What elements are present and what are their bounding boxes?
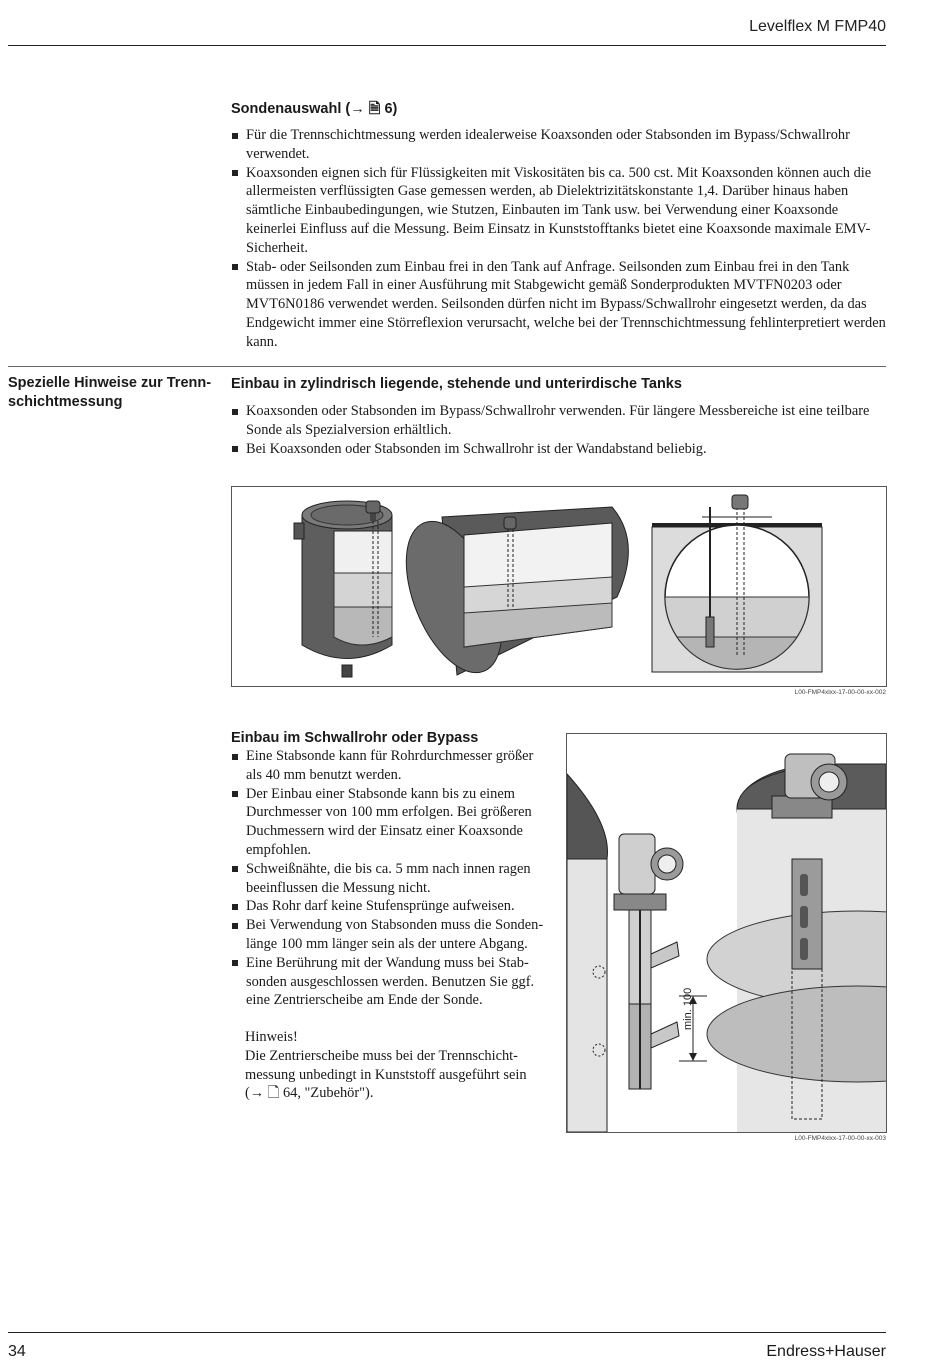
bypass-installation-figure — [566, 733, 887, 1133]
note-reference: (→ 🗋 64, "Zubehör"). — [245, 1085, 374, 1102]
document-title: Levelflex M FMP40 — [749, 18, 886, 35]
figure-code: L00-FMP4xlxx-17-00-00-xx-003 — [794, 1135, 886, 1142]
list-item: Koaxsonden oder Stabsonden im Bypass/Schwallrohr verwenden. Für längere Messbereiche ist eine teilbare Sonde als Spezialversion erhältlich. — [231, 402, 887, 440]
bypass-tank-drawing — [567, 774, 707, 1132]
underground-tank-drawing — [652, 495, 822, 672]
section-heading-schwallrohr: Einbau im Schwallrohr oder Bypass — [231, 730, 479, 746]
list-item: Eine Stabsonde kann für Rohrdurchmesser größer als 40 mm benutzt werden. — [231, 747, 551, 785]
note-block — [245, 1028, 555, 1103]
figure-code: L00-FMP4xlxx-17-00-00-xx-002 — [794, 689, 886, 696]
note-text: Die Zentrierscheibe muss bei der Trennschicht-messung unbedingt in Kunststoff ausgeführt sein — [245, 1047, 527, 1083]
section-rule — [8, 366, 886, 367]
schwallrohr-list — [231, 747, 551, 1010]
stilling-well-tank-drawing — [707, 754, 886, 1132]
header-rule — [8, 45, 886, 46]
sondenauswahl-list — [231, 126, 887, 352]
list-item: Das Rohr darf keine Stufensprünge aufweisen. — [231, 897, 551, 916]
tank-installation-figure — [231, 486, 887, 687]
list-item: Bei Verwendung von Stabsonden muss die Sonden-länge 100 mm länger sein als der untere Abgang. — [231, 916, 551, 954]
side-heading-trennschicht: Spezielle Hinweise zur Trenn-schichtmessung — [8, 375, 212, 410]
tank-illustration — [232, 487, 886, 686]
note-title: Hinweis! — [245, 1029, 298, 1045]
list-item: Der Einbau einer Stabsonde kann bis zu einem Durchmesser von 100 mm erfolgen. Bei größeren Duchmessern wird der Einsatz einer Koaxsonde empfohlen. — [231, 785, 551, 860]
list-item: Für die Trennschichtmessung werden idealerweise Koaxsonden oder Stabsonden im Bypass/Schwallrohr verwendet. — [231, 126, 887, 164]
vertical-tank-drawing — [294, 501, 392, 677]
section-heading-tanks: Einbau in zylindrisch liegende, stehende und unterirdische Tanks — [231, 376, 682, 392]
dimension-label: min. 100 — [682, 987, 694, 1030]
page-number: 34 — [8, 1343, 26, 1360]
footer-rule — [8, 1332, 886, 1333]
horizontal-tank-drawing — [387, 507, 628, 686]
list-item: Schweißnähte, die bis ca. 5 mm nach innen ragen beeinflussen die Messung nicht. — [231, 860, 551, 898]
section-heading-sondenauswahl: Sondenauswahl (→ 🗎 6) — [231, 101, 398, 117]
brand-name: Endress+Hauser — [766, 1343, 886, 1360]
list-item: Stab- oder Seilsonden zum Einbau frei in den Tank auf Anfrage. Seilsonden zum Einbau frei in den Tank müssen in jedem Fall in einer Ausführung mit Stabgewicht gemäß Sonderprodukten MVTFN0203 oder MVT6N0186 verwendet werden. Seilsonden dürfen nicht im Bypass/Schwallrohr eingesetzt werden, da das Endgewicht immer eine Störreflexion verursacht, welche bei der Trennschichtmessung fehlinterpretiert werden kann. — [231, 258, 887, 352]
list-item: Bei Koaxsonden oder Stabsonden im Schwallrohr ist der Wandabstand beliebig. — [231, 440, 887, 459]
bypass-illustration — [567, 734, 886, 1132]
list-item: Eine Berührung mit der Wandung muss bei Stab-sonden ausgeschlossen werden. Benutzen Sie ggf. eine Zentrierscheibe am Ende der Sonde. — [231, 954, 551, 1010]
list-item: Koaxsonden eignen sich für Flüssigkeiten mit Viskositäten bis ca. 500 cst. Mit Koaxsonden können auch die allermeisten verflüssigten Gase gemessen werden, ab Dielektrizitätskonstante 1,4. Darüber hinaus haben sämtliche Einbaubedingungen, wie Stutzen, Einbauten im Tank usw. bei Verwendung einer Koaxsonde keinerlei Einfluss auf die Messung. Beim Einsatz in Kunststofftanks bietet eine Koaxsonde maximale EMV-Sicherheit. — [231, 164, 887, 258]
tanks-list — [231, 402, 887, 458]
